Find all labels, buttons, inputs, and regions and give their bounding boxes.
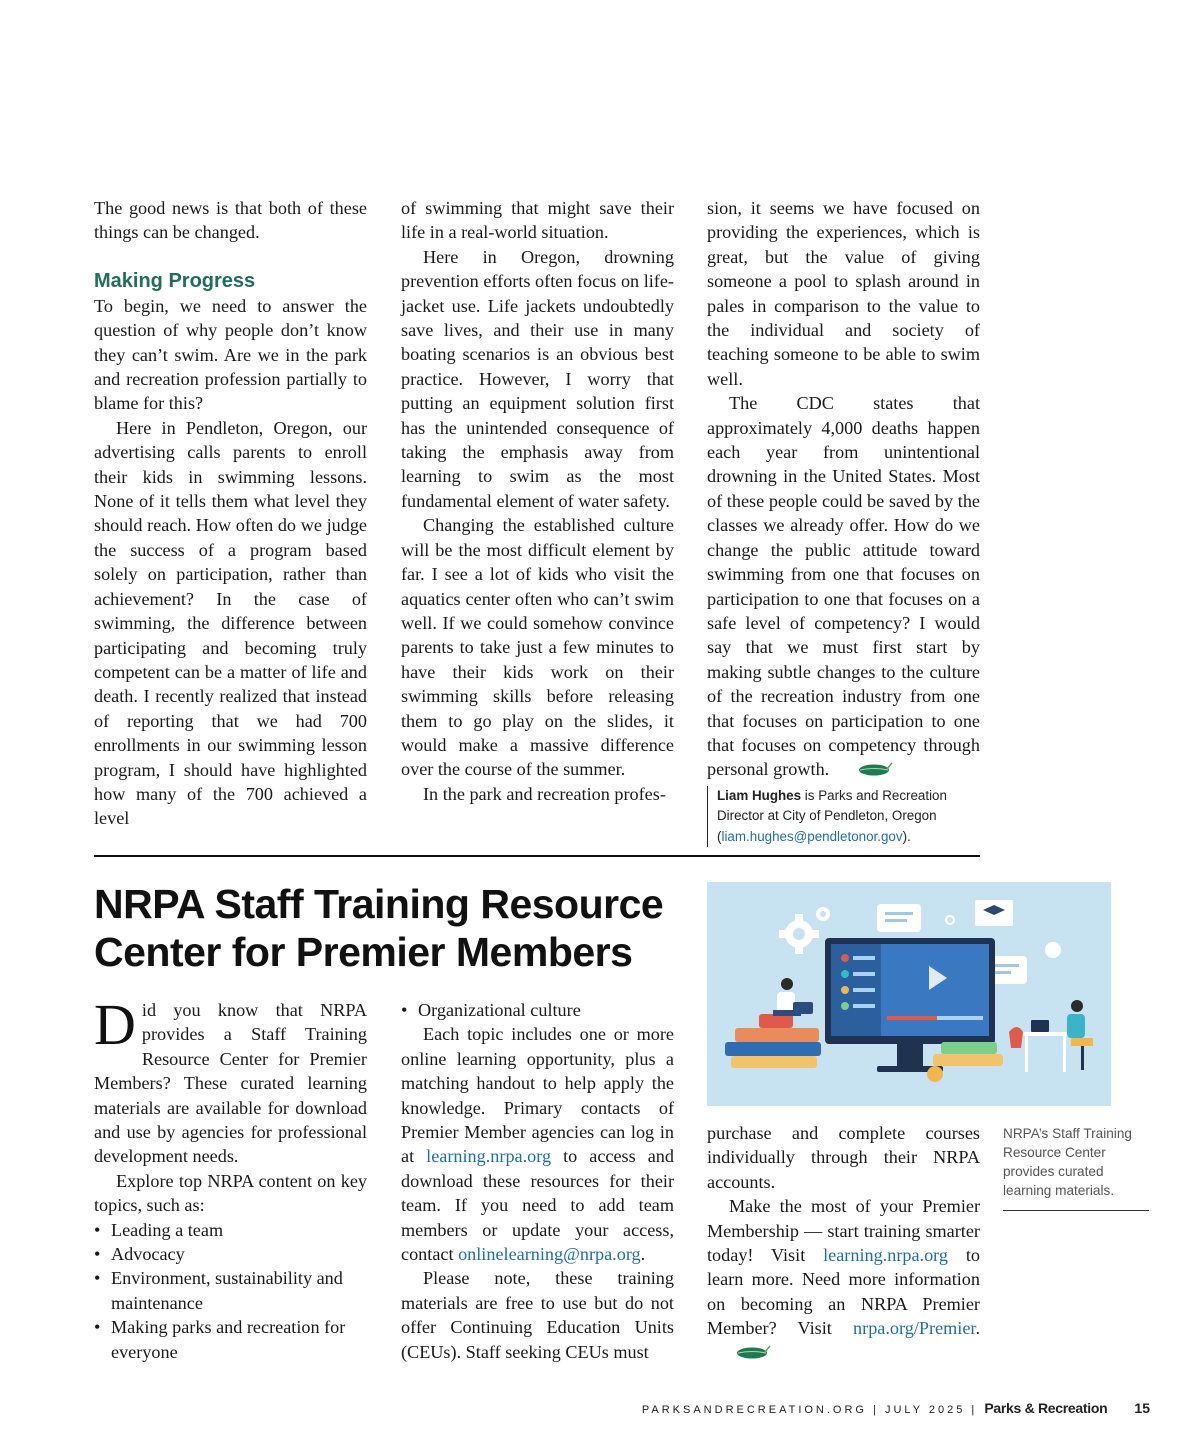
feature-column-2 xyxy=(401,998,674,1364)
image-caption: NRPA’s Staff Training Resource Center provides curated learning materials. xyxy=(1003,1124,1149,1211)
drop-cap: D xyxy=(94,992,136,1057)
search-icon xyxy=(946,916,954,924)
footer-magazine: Parks & Recreation xyxy=(984,1400,1108,1416)
leaf-end-icon xyxy=(835,759,893,783)
topic-list xyxy=(94,1218,367,1364)
paragraph xyxy=(401,1022,674,1266)
paragraph-text: . xyxy=(640,1244,646,1265)
author-bio-text: is Parks and Recreation Director at City of Pendleton, Oregon ( xyxy=(717,788,947,844)
desk-icon xyxy=(1023,1032,1069,1036)
learning-nrpa-link[interactable]: learning.nrpa.org xyxy=(823,1245,949,1266)
paragraph-text: Each topic includes one or more online learning opportunity, plus a matching handout to help apply the knowledge. Primary contacts of Premier Member agencies can log in at xyxy=(401,1024,674,1167)
list-item: • Leading a team xyxy=(94,1218,367,1242)
paragraph xyxy=(707,391,980,783)
section-heading: Making Progress xyxy=(94,269,256,292)
person-icon xyxy=(1071,1000,1083,1012)
training-illustration xyxy=(707,882,1111,1106)
paragraph: purchase and complete courses individually through their NRPA accounts. xyxy=(707,1123,980,1192)
online-learning-email-link[interactable]: onlinelearning@nrpa.org xyxy=(458,1244,641,1265)
paragraph-text: id you know that NRPA provides a Staff Training Resource Center for Premier Members? These curated learning materials are available for download and use by agencies for professional development needs. xyxy=(94,1000,367,1167)
person-icon xyxy=(781,978,793,990)
paragraph: sion, it seems we have focused on providing the experiences, which is great, but the value of giving someone a pool to splash around in pales in comparison to the value to the individual and society of teaching someone to be able to swim well. xyxy=(707,198,980,389)
feature-column-1 xyxy=(94,992,367,1364)
list-item: • Environment, sustainability and maintenance xyxy=(94,1266,367,1315)
paragraph: To begin, we need to answer the question of why people don’t know they can’t swim. Are we in the park and recreation profession partially to blame for this? xyxy=(94,295,367,414)
page-footer xyxy=(642,1400,1150,1416)
learning-nrpa-link[interactable]: learning.nrpa.org xyxy=(426,1146,552,1167)
section-divider xyxy=(94,855,980,857)
page-number: 15 xyxy=(1134,1400,1150,1416)
list-item: • Making parks and recreation for everyone xyxy=(94,1315,367,1364)
author-name: Liam Hughes xyxy=(717,788,802,803)
paragraph-text: The CDC states that approximately 4,000 deaths happen each year from unintentional drowning in the United States. Most of these people could be saved by the classes we already offer. How do we change the public attitude toward swimming from one that focuses on participation to one that focuses on a safe level of competency? I would say that we must first start by making subtle changes to the culture of the recreation industry from one that focuses on participation to one that focuses on competency through personal growth. xyxy=(707,393,980,780)
paragraph xyxy=(94,992,367,1169)
feature-headline: NRPA Staff Training Resource Center for Premier Members xyxy=(94,881,664,975)
paragraph: In the park and recreation profes- xyxy=(423,783,666,804)
paragraph: The good news is that both of these things can be changed. xyxy=(94,198,367,243)
paragraph-text: . xyxy=(975,1318,980,1339)
paragraph: Please note, these training materials are free to use but do not offer Continuing Education Units (CEUs). Staff seeking CEUs must xyxy=(401,1268,674,1362)
chat-bubble-icon xyxy=(877,904,921,932)
paragraph-text: to access and download these resources for their team. If you need to add team members or update your access, contact xyxy=(401,1146,674,1265)
lightbulb-icon xyxy=(1045,942,1061,958)
paragraph: Changing the established culture will be the most difficult element by far. I see a lot of kids who visit the aquatics center often who can’t swim well. If we could somehow convince parents to take just a few minutes to have their kids work on their swimming skills before releasing them to go play on the slides, it would make a massive difference over the course of the summer. xyxy=(401,515,674,780)
paragraph-text: Make the most of your Premier Membership — start training smarter today! Visit xyxy=(707,1196,980,1266)
author-bio-close: ). xyxy=(902,828,911,844)
paragraph: of swimming that might save their life in a real-world situation. xyxy=(401,198,674,243)
paragraph xyxy=(707,1194,980,1366)
author-bio xyxy=(707,786,977,847)
feature-column-3 xyxy=(707,1121,980,1367)
gear-icon xyxy=(779,907,830,954)
list-item: • Advocacy xyxy=(94,1242,367,1266)
nrpa-premier-link[interactable]: nrpa.org/Premier xyxy=(853,1318,976,1339)
footer-site: PARKSANDRECREATION.ORG | JULY 2025 | xyxy=(641,1404,978,1416)
leaf-end-icon xyxy=(713,1342,771,1366)
article-column-3 xyxy=(707,196,980,783)
article-column-1 xyxy=(94,196,367,831)
paragraph-text: to learn more. Need more information on becoming an NRPA Premier Member? Visit xyxy=(707,1245,980,1339)
paragraph: Here in Oregon, drowning prevention efforts often focus on life-jacket use. Life jackets undoubtedly save lives, and their use in many boating scenarios is an obvious best practice. However, I worry that putting an equipment solution first has the unintended consequence of taking the emphasis away from learning to swim as the most fundamental element of water safety. xyxy=(401,246,674,511)
paragraph: Here in Pendleton, Oregon, our advertising calls parents to enroll their kids in swimming lessons. None of it tells them what level they should reach. How often do we judge the success of a program based solely on participation, rather than achievement? In the case of swimming, the difference between participating and becoming truly competent can be a matter of life and death. I recently realized that instead of reporting that we had 700 enrollments in our swimming lesson program, I should have highlighted how many of the 700 achieved a level xyxy=(94,417,367,829)
author-email-link[interactable]: liam.hughes@pendletonor.gov xyxy=(721,828,903,844)
topic-list xyxy=(401,998,674,1022)
article-column-2 xyxy=(401,196,674,806)
list-item: • Organizational culture xyxy=(401,998,674,1022)
paragraph: Explore top NRPA content on key topics, such as: xyxy=(94,1170,367,1216)
